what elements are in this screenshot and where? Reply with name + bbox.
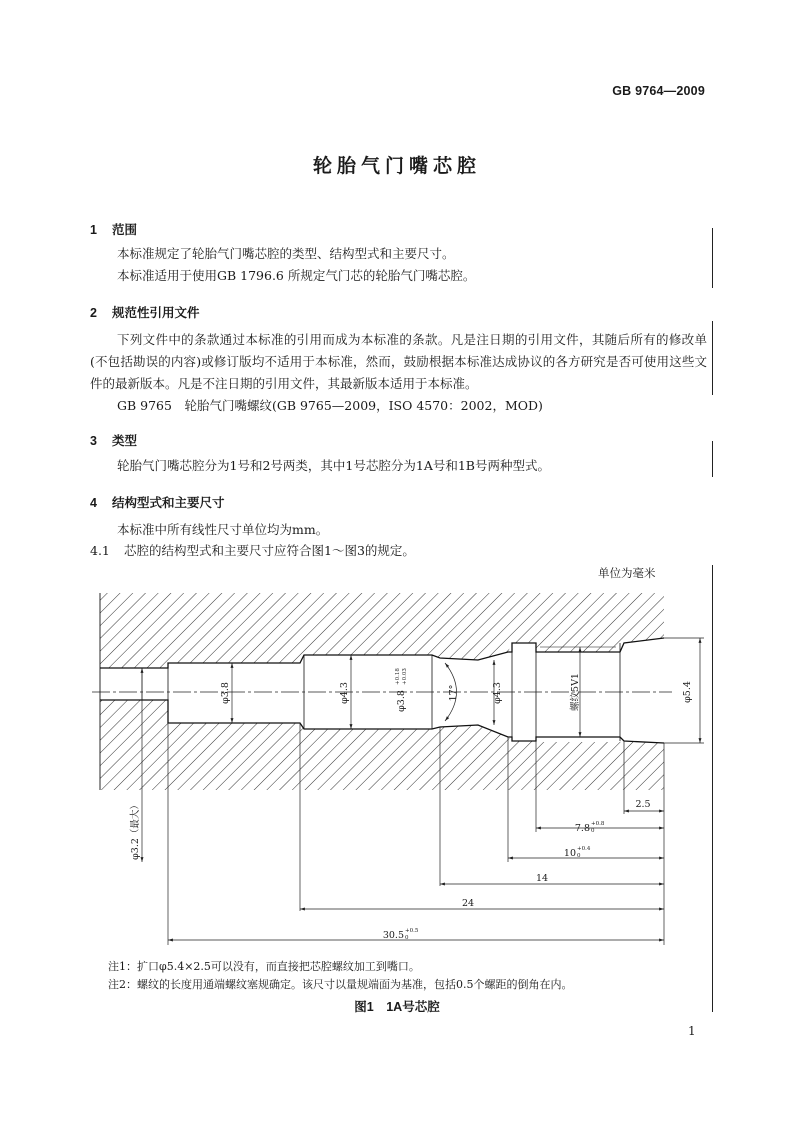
tolerance-upper: +0.4	[577, 846, 591, 852]
figure-caption: 图1 1A号芯腔	[354, 1000, 440, 1014]
section-number: 2	[90, 306, 97, 320]
unit-label: 单位为毫米	[598, 566, 656, 580]
dim-label-l14: 14	[535, 873, 549, 884]
section-2-para-1: 下列文件中的条款通过本标准的引用而成为本标准的条款。凡是注日期的引用文件，其随后所有的修改单(不包括勘误的内容)或修订版均不适用于本标准，然而，鼓励根据本标准达成协议的各方研究是否可使用这些文件的最新版本。凡是不注日期的引用文件，其最新版本适用于本标准。	[90, 332, 707, 391]
section-1-para-2: 本标准适用于使用GB 1796.6 所规定气门芯的轮胎气门嘴芯腔。	[117, 268, 476, 283]
tolerance-upper: +0.18	[395, 668, 401, 685]
document-title: 轮胎气门嘴芯腔	[312, 156, 481, 177]
dim-value: 30.5	[382, 930, 404, 941]
section-title: 结构型式和主要尺寸	[112, 496, 225, 510]
figure-note-1: 注1：扩口φ5.4×2.5可以没有，而直接把芯腔螺纹加工到嘴口。	[108, 960, 420, 973]
tolerance-lower: 0	[405, 935, 409, 941]
dim-label-d43a: φ4.3	[339, 682, 350, 704]
section-number: 3	[90, 434, 97, 448]
dim-label-d54: φ5.4	[682, 681, 693, 703]
section-title: 范围	[112, 223, 138, 237]
dim-label-d38-tol	[395, 668, 408, 712]
dim-label-l305	[383, 928, 419, 941]
dim-label-d43b: φ4.3	[492, 682, 503, 704]
tolerance-upper: +0.5	[405, 928, 419, 934]
figure-note-2: 注2：螺纹的长度用通端螺纹塞规确定。该尺寸以量规端面为基准，包括0.5个螺距的倒角在内。	[108, 978, 573, 991]
section-2-reference: GB 9765 轮胎气门嘴螺纹(GB 9765—2009，ISO 4570：2002，MOD)	[117, 398, 543, 413]
dim-label-d38: φ3.8	[220, 682, 231, 704]
page-number: 1	[688, 1024, 696, 1038]
tolerance-lower: +0.03	[402, 668, 408, 685]
dim-label-l10	[564, 846, 591, 859]
standard-code: GB 9764—2009	[612, 84, 705, 98]
dim-value: φ3.8	[396, 690, 407, 712]
tolerance-lower: 0	[591, 828, 595, 834]
section-4-para-1: 本标准中所有线性尺寸单位均为mm。	[117, 522, 329, 537]
subsection-text: 芯腔的结构型式和主要尺寸应符合图1～图3的规定。	[124, 543, 415, 558]
angle-label: 17°	[448, 684, 459, 702]
thread-label: 螺纹5V1	[570, 673, 581, 711]
dim-label-l25: 2.5	[635, 799, 651, 810]
section-title: 规范性引用文件	[112, 306, 200, 320]
dim-label-l24: 24	[461, 898, 475, 909]
dim-label-d32: φ3.2（最大）	[130, 800, 141, 860]
section-number: 1	[90, 223, 97, 237]
section-number: 4	[90, 496, 97, 510]
dim-value: 10	[563, 848, 576, 859]
section-3-para-1: 轮胎气门嘴芯腔分为1号和2号两类，其中1号芯腔分为1A号和1B号两种型式。	[117, 458, 550, 473]
section-1-para-1: 本标准规定了轮胎气门嘴芯腔的类型、结构型式和主要尺寸。	[117, 246, 455, 261]
subsection-number: 4.1	[90, 543, 110, 558]
dim-value: 7.8	[574, 823, 590, 834]
tolerance-upper: +0.8	[591, 821, 605, 827]
section-title: 类型	[112, 434, 138, 448]
tolerance-lower: 0	[577, 853, 581, 859]
dim-label-l78	[575, 821, 605, 834]
